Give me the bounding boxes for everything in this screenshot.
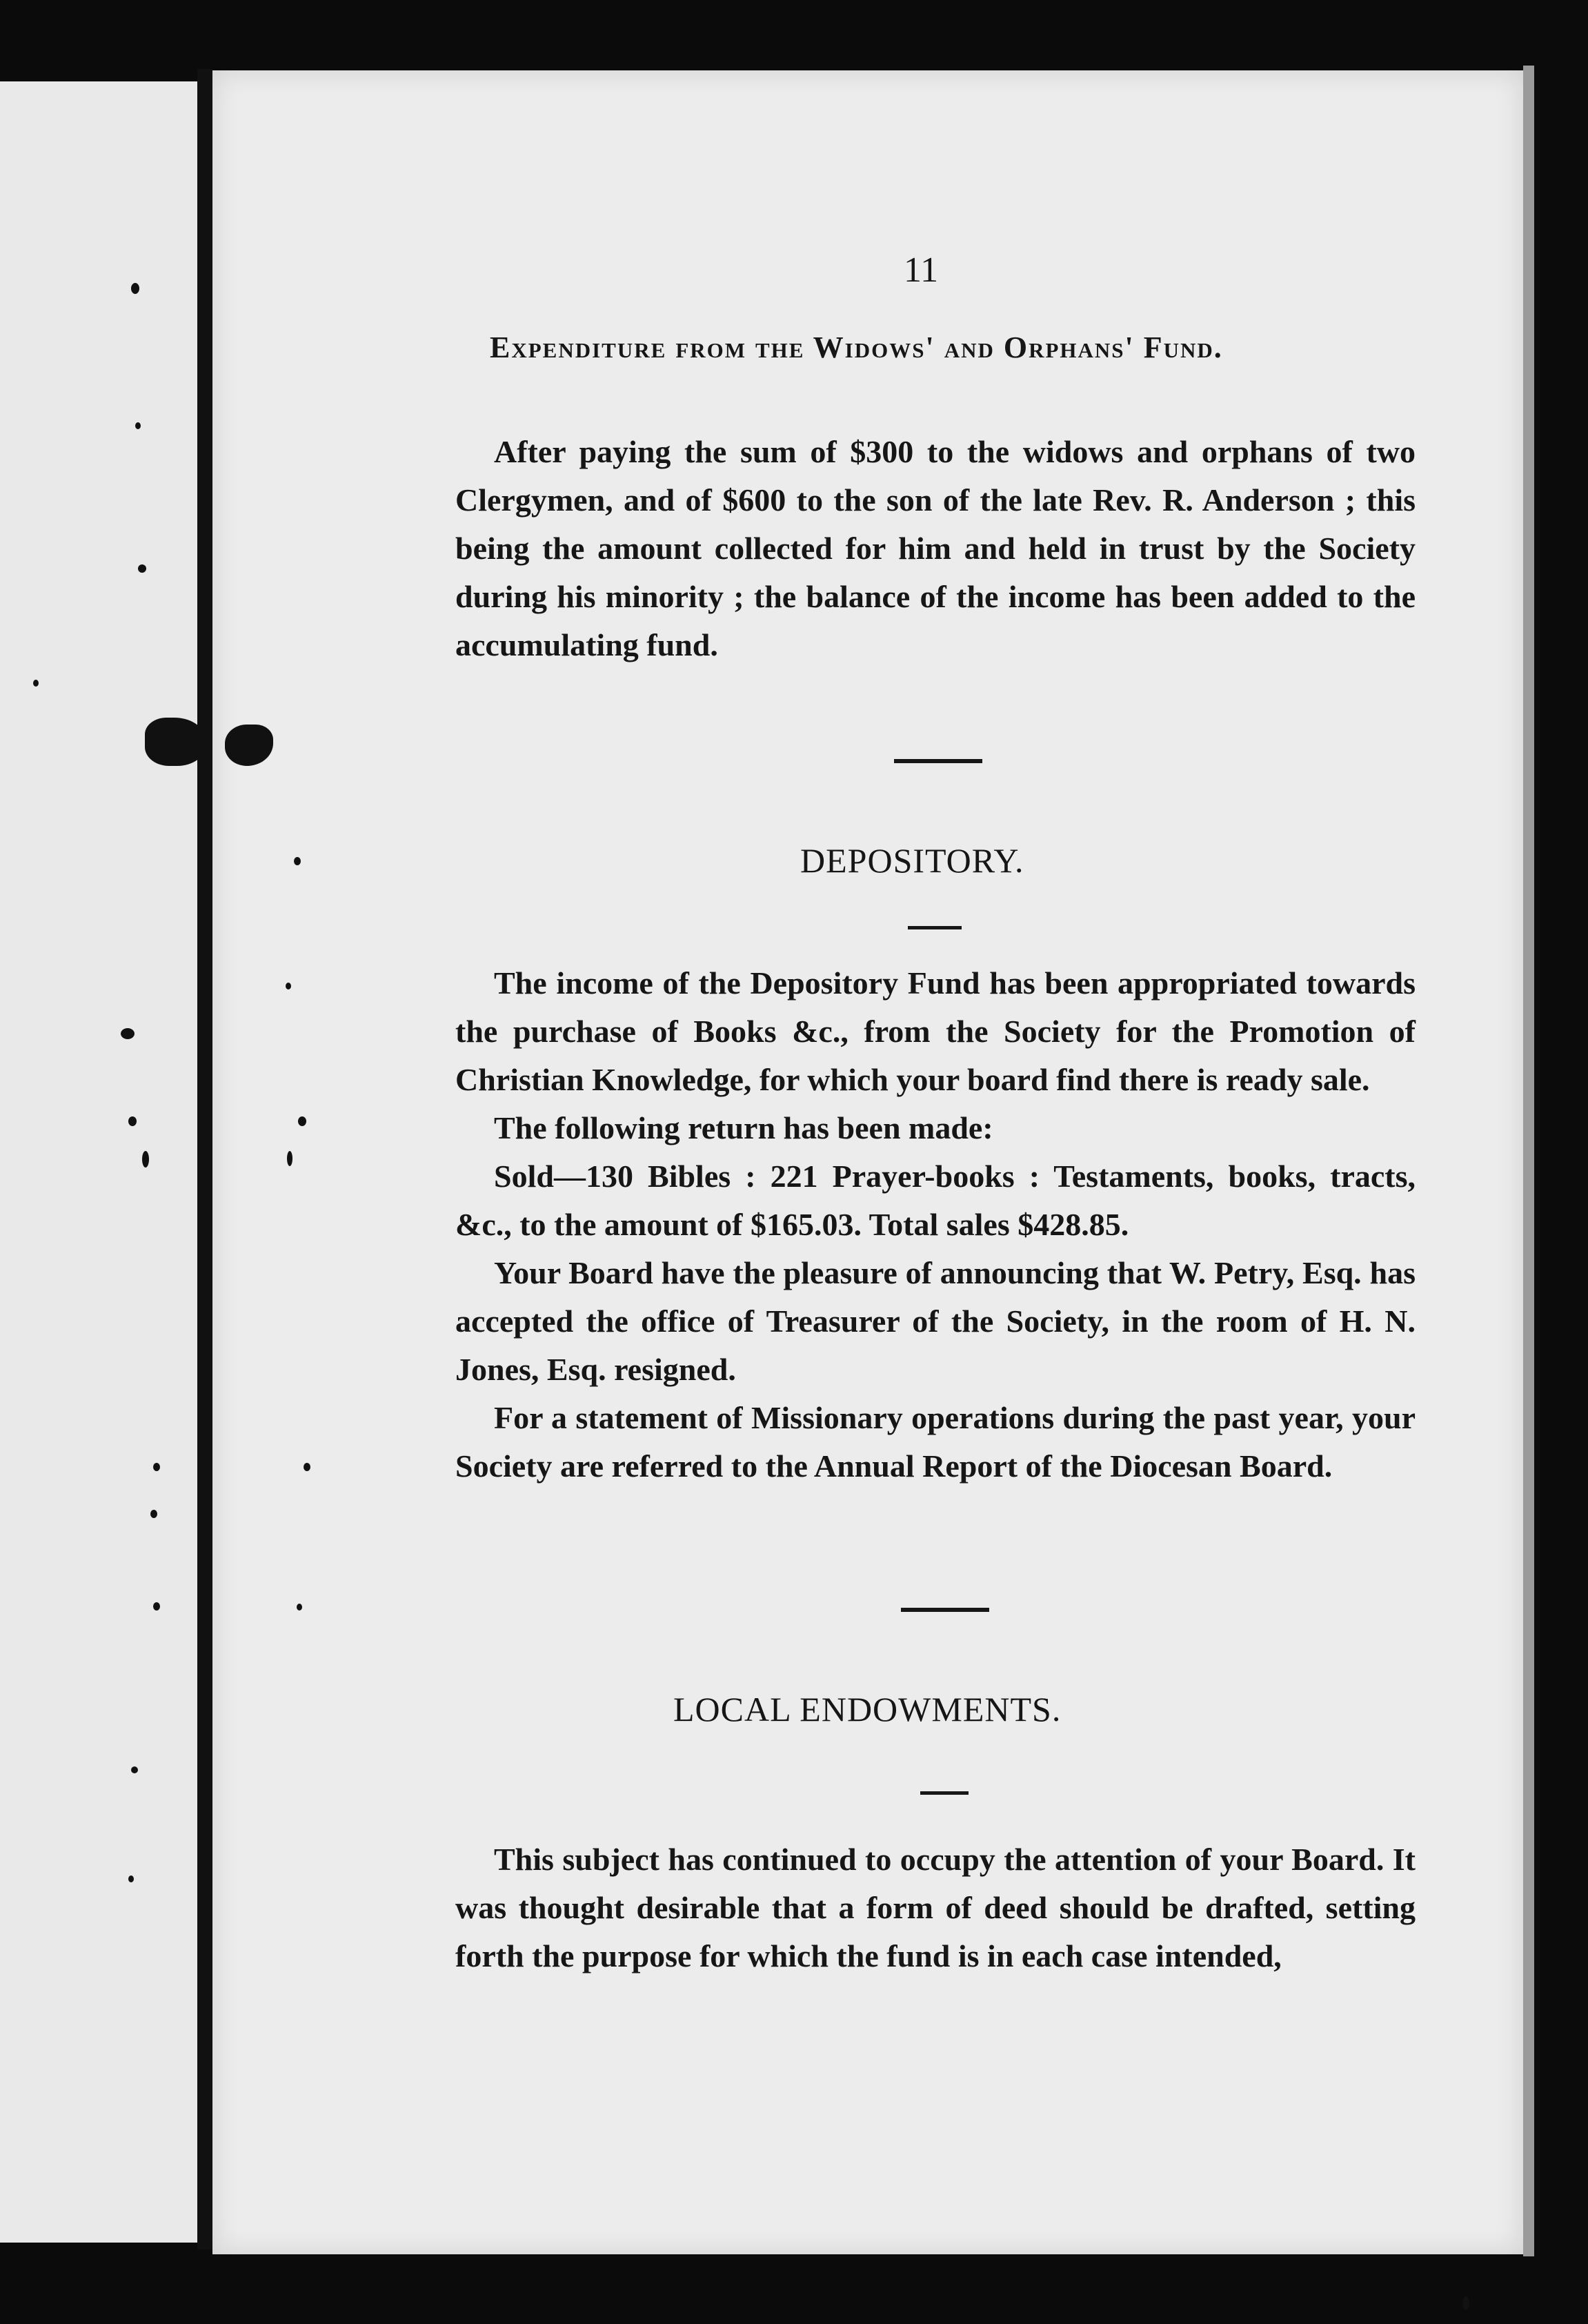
ink-speck (138, 564, 146, 573)
left-page-fragment (0, 81, 197, 2243)
section-widows-body (455, 428, 1416, 669)
ink-speck (131, 283, 139, 294)
ink-speck (150, 1510, 157, 1518)
paragraph-return-made: The following return has been made: (494, 1110, 993, 1145)
ink-blot (145, 718, 207, 766)
ink-speck (286, 983, 291, 989)
ink-speck (128, 1116, 137, 1126)
section-divider (894, 759, 982, 763)
paragraph-depository-income: The income of the Depository Fund has been appropriated towards the purchase of Books &c., from the Society for the Promotion of Christian Knowledge, for which your board find there is ready sale. (455, 965, 1416, 1097)
ink-speck (298, 1116, 306, 1126)
ink-speck (304, 1463, 310, 1471)
ink-speck (1462, 2296, 1469, 2310)
page-gutter (197, 69, 212, 2249)
paragraph-missionary: For a statement of Missionary operations during the past year, your Society are referred to the Annual Report of the Diocesan Board. (455, 1400, 1416, 1484)
paragraph-widows-fund: After paying the sum of $300 to the widows and orphans of two Clergymen, and of $600 to the son of the late Rev. R. Anderson ; this being the amount collected for him and held in trust by the Society during his minority ; the balance of the income has been added to the accumulating fund. (455, 434, 1416, 662)
ink-speck (121, 1028, 135, 1039)
ink-speck (294, 857, 301, 865)
paragraph-treasurer: Your Board have the pleasure of announcing that W. Petry, Esq. has accepted the office of Treasurer of the Society, in the room of H. N. Jones, Esq. resigned. (455, 1255, 1416, 1387)
ink-speck (287, 1151, 292, 1166)
page-edge (1523, 66, 1534, 2256)
section-heading-widows-fund: Expenditure from the Widows' and Orphans' Fund. (490, 331, 1223, 364)
heading-underline (908, 926, 962, 929)
ink-speck (297, 1604, 302, 1611)
paragraph-local-endowments: This subject has continued to occupy the attention of your Board. It was thought desirable that a form of deed should be drafted, setting forth the purpose for which the fund is in each case intended, (455, 1842, 1416, 1973)
section-endowments-body (455, 1835, 1416, 1980)
ink-speck (153, 1463, 160, 1471)
ink-speck (142, 1151, 149, 1168)
heading-underline (920, 1791, 969, 1795)
ink-speck (128, 1875, 134, 1882)
section-depository-body (455, 959, 1416, 1490)
section-heading-local-endowments: LOCAL ENDOWMENTS. (673, 1690, 1062, 1729)
ink-speck (135, 422, 141, 429)
ink-speck (33, 680, 39, 687)
paragraph-sales: Sold—130 Bibles : 221 Prayer-books : Testaments, books, tracts, &c., to the amount of $165.03. Total sales $428.85. (455, 1159, 1416, 1242)
section-divider (901, 1608, 989, 1612)
ink-speck (153, 1602, 160, 1611)
section-heading-depository: DEPOSITORY. (800, 841, 1024, 880)
page-number: 11 (904, 250, 939, 290)
ink-speck (131, 1766, 138, 1773)
